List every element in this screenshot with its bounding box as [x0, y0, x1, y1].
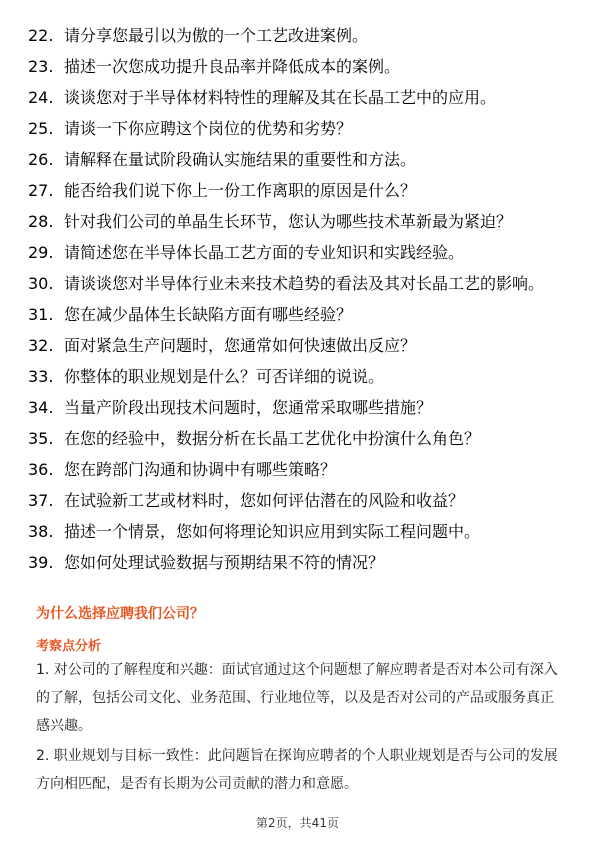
question-item [28, 520, 568, 544]
question-item [28, 241, 568, 265]
question-item [28, 148, 568, 172]
question-text: 当量产阶段出现技术问题时，您通常采取哪些措施？ [64, 398, 433, 417]
question-item [28, 210, 568, 234]
question-item [28, 458, 568, 482]
question-item [28, 117, 568, 141]
question-item [28, 396, 568, 420]
question-text: 请解释在量试阶段确认实施结果的重要性和方法。 [64, 150, 417, 169]
question-item [28, 334, 568, 358]
question-number: 33. [28, 367, 54, 386]
question-text: 请简述您在半导体长晶工艺方面的专业知识和实践经验。 [64, 243, 465, 262]
question-text: 在您的经验中，数据分析在长晶工艺优化中扮演什么角色？ [64, 429, 481, 448]
analysis-point: 2. 职业规划与目标一致性：此问题旨在探询应聘者的个人职业规划是否与公司的发展方向相匹配，是否有长期为公司贡献的潜力和意愿。 [36, 748, 558, 792]
question-number: 30. [28, 274, 54, 293]
question-item [28, 551, 568, 575]
question-number: 24. [28, 88, 54, 107]
question-number: 22. [28, 26, 54, 45]
question-item [28, 24, 568, 48]
question-item [28, 55, 568, 79]
question-text: 面对紧急生产问题时，您通常如何快速做出反应？ [64, 336, 417, 355]
question-number: 27. [28, 181, 54, 200]
question-number: 32. [28, 336, 54, 355]
question-text: 您在跨部门沟通和协调中有哪些策略？ [64, 460, 337, 479]
question-number: 36. [28, 460, 54, 479]
question-text: 您在减少晶体生长缺陷方面有哪些经验？ [64, 305, 353, 324]
question-number: 28. [28, 212, 54, 231]
question-number: 31. [28, 305, 54, 324]
question-number: 35. [28, 429, 54, 448]
question-list [28, 24, 568, 582]
analysis-point: 1. 对公司的了解程度和兴趣：面试官通过这个问题想了解应聘者是否对本公司有深入的了解，包括公司文化、业务范围、行业地位等，以及是否对公司的产品或服务真正感兴趣。 [36, 662, 558, 734]
question-item [28, 272, 568, 296]
question-text: 请谈一下你应聘这个岗位的优势和劣势？ [64, 119, 353, 138]
analysis-subheading: 考察点分析 [36, 639, 102, 654]
question-text: 谈谈您对于半导体材料特性的理解及其在长晶工艺中的应用。 [64, 88, 497, 107]
question-item [28, 179, 568, 203]
question-text: 你整体的职业规划是什么？可否详细的说说。 [64, 367, 385, 386]
question-item [28, 427, 568, 451]
question-number: 38. [28, 522, 54, 541]
question-number: 29. [28, 243, 54, 262]
question-item [28, 489, 568, 513]
question-text: 在试验新工艺或材料时，您如何评估潜在的风险和收益？ [64, 491, 465, 510]
question-number: 37. [28, 491, 54, 510]
question-text: 请谈谈您对半导体行业未来技术趋势的看法及其对长晶工艺的影响。 [64, 274, 545, 293]
question-number: 25. [28, 119, 54, 138]
section-heading: 为什么选择应聘我们公司？ [36, 606, 204, 622]
question-text: 针对我们公司的单晶生长环节，您认为哪些技术革新最为紧迫？ [64, 212, 513, 231]
question-number: 34. [28, 398, 54, 417]
question-item [28, 365, 568, 389]
question-number: 39. [28, 553, 54, 572]
question-item [28, 303, 568, 327]
question-number: 26. [28, 150, 54, 169]
question-text: 请分享您最引以为傲的一个工艺改进案例。 [64, 26, 369, 45]
page-footer: 第2页，共41页 [256, 816, 339, 830]
question-number: 23. [28, 57, 54, 76]
question-item [28, 86, 568, 110]
question-text: 描述一次您成功提升良品率并降低成本的案例。 [64, 57, 401, 76]
question-text: 描述一个情景，您如何将理论知识应用到实际工程问题中。 [64, 522, 481, 541]
question-text: 您如何处理试验数据与预期结果不符的情况？ [64, 553, 385, 572]
question-text: 能否给我们说下你上一份工作离职的原因是什么？ [64, 181, 417, 200]
